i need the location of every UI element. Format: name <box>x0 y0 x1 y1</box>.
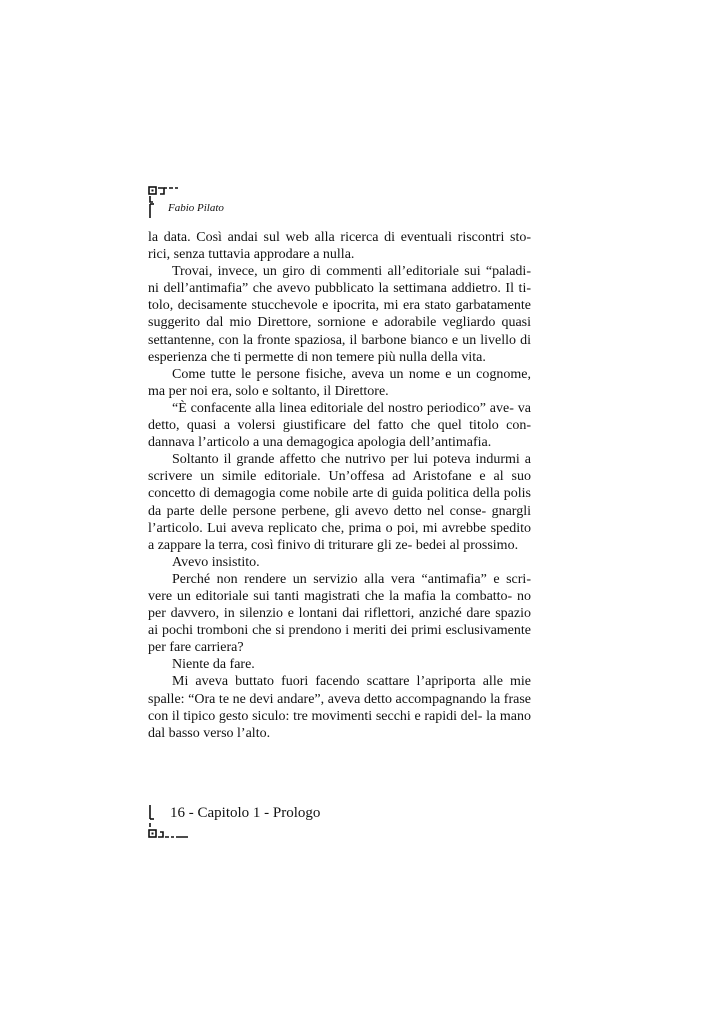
text-line: va detto, quasi a volersi giustificare del fatto che quel titolo con- <box>148 400 531 434</box>
text-line: no per davvero, in silenzio e lontani dai riflettori, anziché dare <box>148 588 532 622</box>
text-line: a scrivere un simile editoriale. Un’offesa ad Aristofane e al suo <box>148 452 531 485</box>
text-line: “È confacente alla linea editoriale del nostro periodico” ave- <box>172 400 514 416</box>
text-line: vegliardo quasi settantenne, con la fronte spaziosa, il barbone <box>148 315 532 348</box>
text-line: dannava l’articolo a una demagogica apologia dell’antimafia. <box>148 435 492 451</box>
body-paragraph <box>148 263 531 366</box>
text-line: rici, senza tuttavia approdare a nulla. <box>148 247 355 263</box>
text-line: Soltanto il grande affetto che nutrivo per lui poteva indurmi <box>172 452 520 468</box>
text-line: frase con il tipico gesto siculo: tre movimenti secchi e rapidi del- <box>148 691 531 724</box>
text-line: Niente da fare. <box>172 657 255 673</box>
text-line: spalle: “Ora te ne devi andare”, aveva detto accompagnando la <box>148 691 501 707</box>
text-line: Avevo insistito. <box>172 554 260 570</box>
text-line: Come tutte le persone fisiche, aveva un nome e un cognome, <box>172 366 531 382</box>
body-paragraph <box>148 400 531 451</box>
body-paragraph <box>148 229 531 263</box>
body-paragraph <box>148 673 531 741</box>
author-name: Fabio Pilato <box>168 202 224 214</box>
text-line: ma per noi era, solo e soltanto, il Direttore. <box>148 383 389 399</box>
body-paragraph <box>148 656 531 673</box>
text-line: concetto di demagogia come nobile arte di guida politica della <box>148 486 500 502</box>
text-line: Mi aveva buttato fuori facendo scattare l’apriporta alle mie <box>172 674 531 690</box>
body-paragraph <box>148 366 531 400</box>
text-line: ni dell’antimafia” che avevo pubblicato la settimana addietro. Il ti- <box>148 281 531 297</box>
page-number-chapter-label: 16 - Capitolo 1 - Prologo <box>170 805 321 821</box>
text-line: esclusivamente per fare carriera? <box>148 623 531 656</box>
text-line: la data. Così andai sul web alla ricerca di eventuali riscontri sto- <box>148 230 531 245</box>
text-line: la mano dal basso verso l’alto. <box>148 708 531 741</box>
text-line: avrebbe spedito a zappare la terra, così finivo di triturare gli ze- <box>148 520 532 553</box>
text-line: bedei al prossimo. <box>415 537 519 553</box>
text-line: polis da parte delle persone perbene, gli avevo detto nel conse- <box>148 486 531 519</box>
body-paragraph <box>148 571 531 656</box>
text-line: Perché non rendere un servizio alla vera “antimafia” e scri- <box>172 571 531 587</box>
text-line: garbatamente suggerito dal mio Direttore, sornione e adorabile <box>148 298 531 331</box>
body-paragraph <box>148 451 531 554</box>
text-line: bianco e un livello di esperienza che ti permette di non temere <box>148 332 532 365</box>
text-line: gnargli l’articolo. Lui aveva replicato che, prima o poi, mi <box>148 503 531 536</box>
text-line: più nulla della vita. <box>377 349 486 365</box>
text-line: Trovai, invece, un giro di commenti all’editoriale sui “paladi- <box>172 264 531 280</box>
text-line: tolo, decisamente stucchevole e ipocrita, mi era stato <box>148 298 452 314</box>
body-paragraph <box>148 554 531 571</box>
text-line: vere un editoriale sui tanti magistrati che la mafia la combatto- <box>148 588 513 604</box>
text-line: spazio ai pochi tromboni che si prendono i meriti dei primi <box>148 606 531 639</box>
chapter-body-text <box>148 229 531 742</box>
